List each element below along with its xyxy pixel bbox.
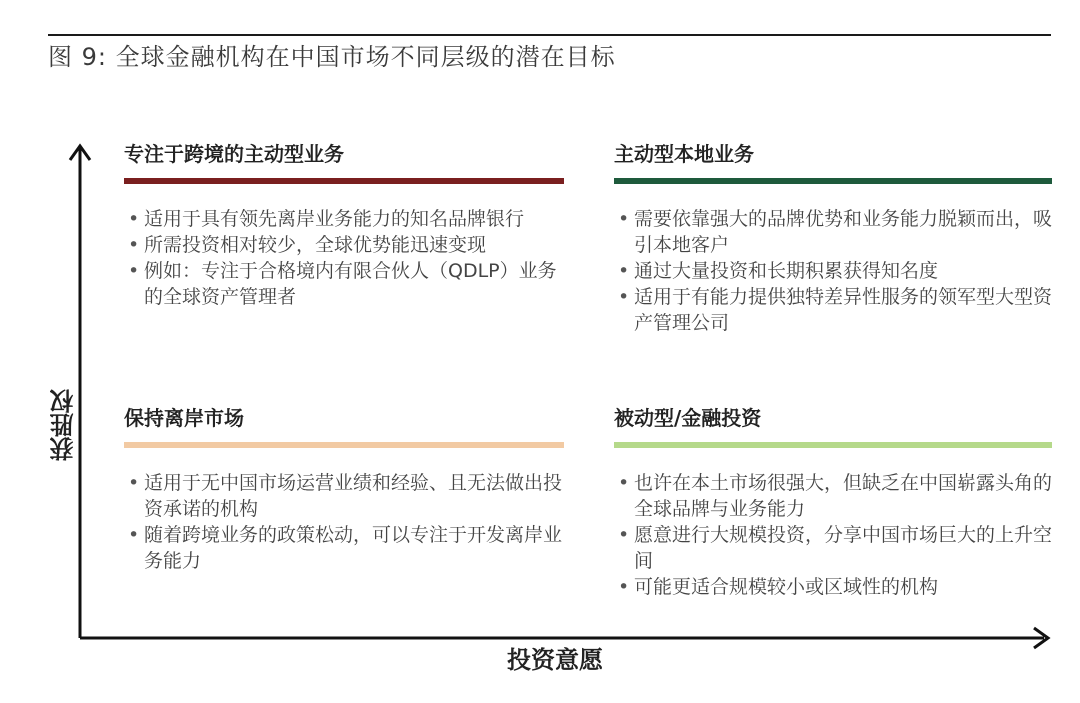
quadrant-heading: 被动型/金融投资 [614,406,762,430]
figure-title: 图 9: 全球金融机构在中国市场不同层级的潜在目标 [48,43,616,71]
bullet-text: 例如：专注于合格境内有限合伙人（QDLP）业务的全球资产管理者 [144,260,557,308]
y-axis-label: 获胜权 [50,389,78,461]
bullet-icon: • [128,524,140,546]
list-item [124,522,564,574]
quadrant-top-left [124,140,564,310]
bullet-text: 适用于有能力提供独特差异性服务的领军型大型资产管理公司 [634,286,1053,334]
bullet-icon: • [618,208,630,230]
bullet-text: 适用于无中国市场运营业绩和经验、且无法做出投资承诺的机构 [144,472,563,520]
quadrant-color-bar [124,442,564,448]
bullet-icon: • [618,260,630,282]
bullet-text: 需要依靠强大的品牌优势和业务能力脱颖而出，吸引本地客户 [634,208,1053,256]
bullet-icon: • [618,472,630,494]
bullet-icon: • [128,472,140,494]
list-item [614,522,1052,574]
bullet-text: 也许在本土市场很强大，但缺乏在中国崭露头角的全球品牌与业务能力 [634,472,1053,520]
bullet-text: 适用于具有领先离岸业务能力的知名品牌银行 [144,208,525,230]
quadrant-top-right [614,140,1052,336]
bullet-text: 随着跨境业务的政策松动，可以专注于开发离岸业务能力 [144,524,563,572]
quadrant-color-bar [614,442,1052,448]
quadrant-bottom-left [124,404,564,574]
bullet-icon: • [618,524,630,546]
list-item [614,206,1052,258]
quadrant-color-bar [614,178,1052,184]
bullet-icon: • [618,576,630,598]
quadrant-bullet-list [614,206,1052,336]
bullet-icon: • [618,286,630,308]
bullet-icon: • [128,208,140,230]
bullet-text: 所需投资相对较少，全球优势能迅速变现 [144,234,487,256]
list-item [614,574,1052,600]
list-item [614,258,1052,284]
x-axis-label: 投资意愿 [507,646,603,674]
list-item [614,470,1052,522]
bullet-icon: • [128,260,140,282]
quadrant-bullet-list [124,470,564,574]
quadrant-bullet-list [124,206,564,310]
list-item [124,232,564,258]
quadrant-heading: 保持离岸市场 [124,406,244,430]
quadrant-color-bar [124,178,564,184]
list-item [124,470,564,522]
bullet-icon: • [128,234,140,256]
quadrant-bottom-right [614,404,1052,600]
bullet-text: 愿意进行大规模投资，分享中国市场巨大的上升空间 [634,524,1053,572]
quadrant-bullet-list [614,470,1052,600]
bullet-text: 通过大量投资和长期积累获得知名度 [634,260,939,282]
list-item [614,284,1052,336]
list-item [124,258,564,310]
quadrant-heading: 专注于跨境的主动型业务 [124,142,344,166]
quadrant-heading: 主动型本地业务 [614,142,754,166]
list-item [124,206,564,232]
bullet-text: 可能更适合规模较小或区域性的机构 [634,576,939,598]
